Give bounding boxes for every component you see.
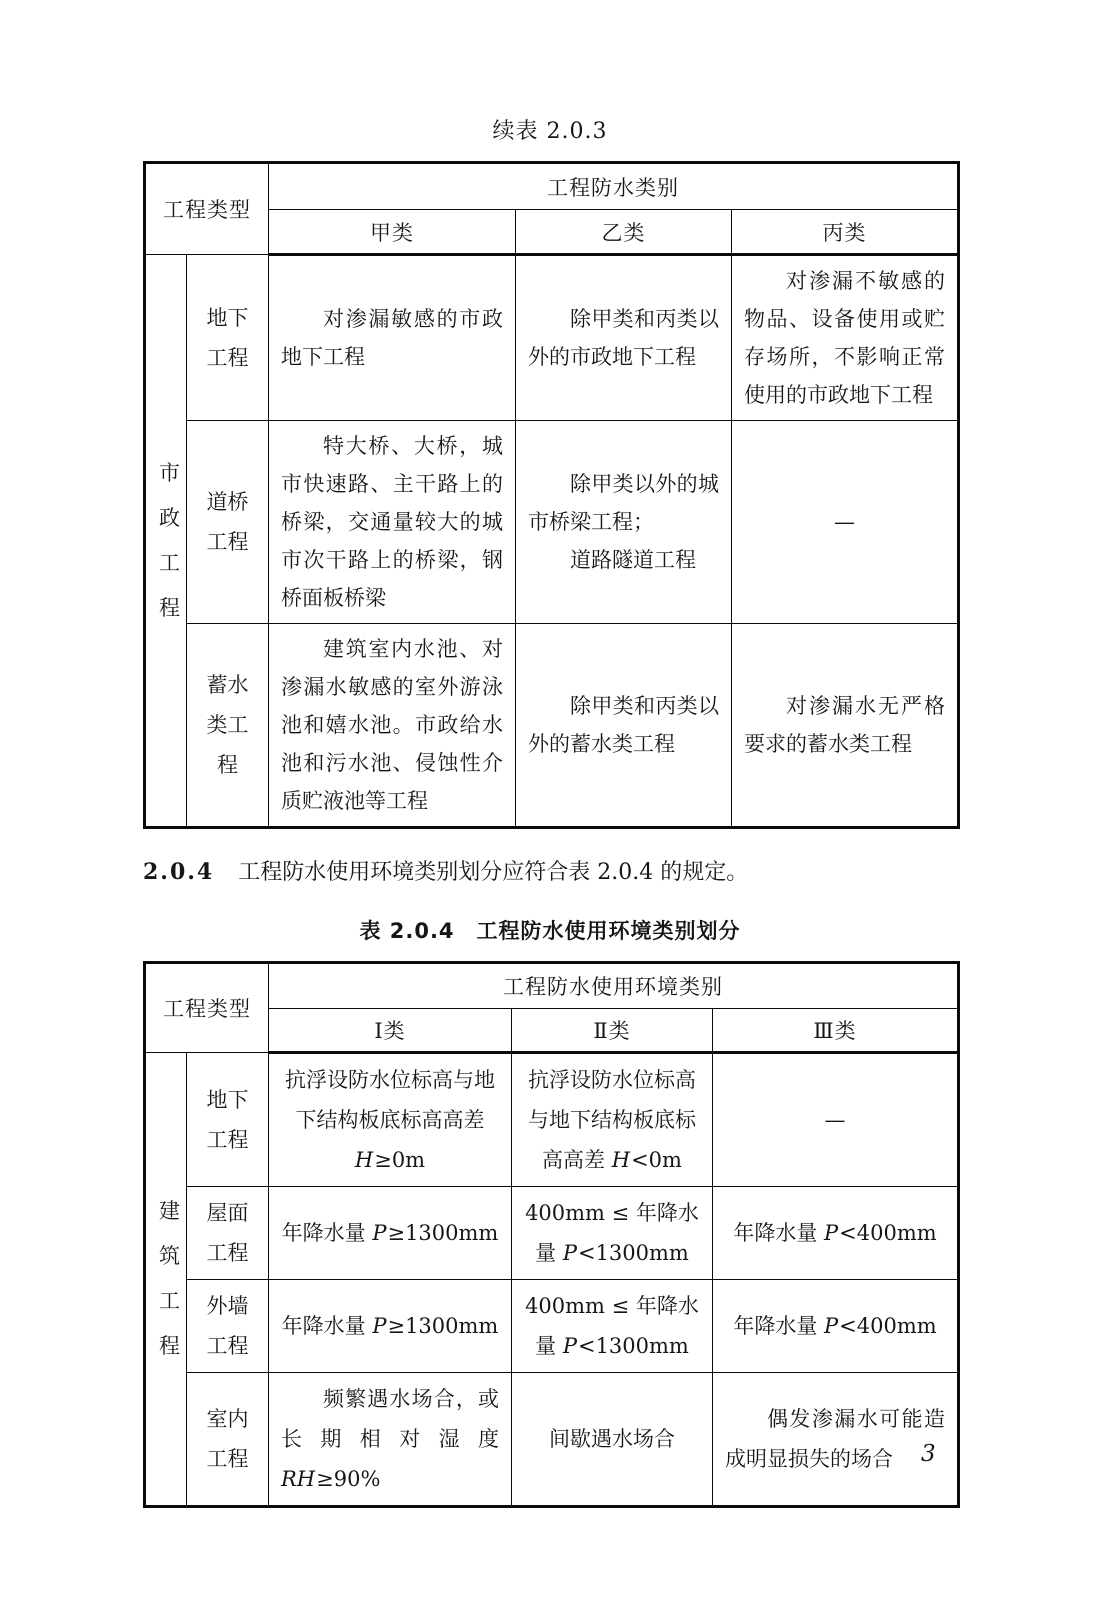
span-header-cell: 工程防水使用环境类别	[269, 963, 959, 1009]
table-cell: 400mm ≤ 年降水量 P<1300mm	[512, 1187, 713, 1280]
row-type-label: 屋面工程	[206, 1201, 249, 1265]
clause-204	[143, 856, 957, 889]
table-cell: 除甲类以外的城市桥梁工程； 道路隧道工程	[516, 421, 732, 624]
row-type-cell	[187, 1280, 269, 1373]
group-label-cell	[145, 255, 187, 828]
table-204-caption: 表 2.0.4 工程防水使用环境类别划分	[359, 919, 741, 943]
row-type-label: 地下工程	[206, 305, 249, 370]
table-cell: 年降水量 P<400mm	[713, 1280, 959, 1373]
table-row	[145, 1280, 959, 1373]
table-cell: 频繁遇水场合，或长期相对湿度 RH≥90%	[269, 1373, 512, 1507]
page-number: 3	[921, 1441, 936, 1467]
corner-header-cell: 工程类型	[145, 963, 269, 1053]
table-cell: 对渗漏敏感的市政地下工程	[269, 255, 516, 421]
col-header-yi: 乙类	[516, 210, 732, 255]
table-203	[143, 161, 960, 829]
row-type-cell	[187, 624, 269, 828]
col-header-class-3: Ⅲ类	[713, 1009, 959, 1053]
table-cell: 建筑室内水池、对渗漏水敏感的室外游泳池和嬉水池。市政给水池和污水池、侵蚀性介质贮液池等工程	[269, 624, 516, 828]
table-row	[145, 255, 959, 421]
row-type-label: 蓄水类工程	[206, 673, 249, 777]
table-cell: 偶发渗漏水可能造成明显损失的场合	[713, 1373, 959, 1507]
table-203-caption: 续表 2.0.3	[492, 119, 608, 144]
page-content	[143, 0, 957, 1508]
table-cell: —	[732, 421, 959, 624]
table-cell: —	[713, 1053, 959, 1187]
table-204	[143, 961, 960, 1508]
row-type-cell	[187, 421, 269, 624]
table-row	[145, 421, 959, 624]
table-cell: 抗浮设防水位标高与地下结构板底标高高差 H<0m	[512, 1053, 713, 1187]
corner-header-cell: 工程类型	[145, 163, 269, 255]
clause-number: 2.0.4	[143, 859, 215, 885]
group-label-cell	[145, 1053, 187, 1507]
table-cell: 抗浮设防水位标高与地下结构板底标高高差 H≥0m	[269, 1053, 512, 1187]
span-header-cell: 工程防水类别	[269, 163, 959, 210]
table-cell: 间歇遇水场合	[512, 1373, 713, 1507]
table-cell: 年降水量 P≥1300mm	[269, 1187, 512, 1280]
row-type-label: 地下工程	[206, 1087, 249, 1152]
table-cell: 400mm ≤ 年降水量 P<1300mm	[512, 1280, 713, 1373]
col-header-jia: 甲类	[269, 210, 516, 255]
col-header-bing: 丙类	[732, 210, 959, 255]
row-type-cell	[187, 255, 269, 421]
row-type-label: 室内工程	[206, 1407, 249, 1471]
group-label: 建筑工程	[159, 1199, 180, 1358]
clause-text: 工程防水使用环境类别划分应符合表 2.0.4 的规定。	[238, 860, 749, 885]
table-203-header-row-1	[145, 163, 959, 210]
col-header-class-2: Ⅱ类	[512, 1009, 713, 1053]
table-cell: 除甲类和丙类以外的市政地下工程	[516, 255, 732, 421]
table-cell: 特大桥、大桥，城市快速路、主干路上的桥梁，交通量较大的城市次干路上的桥梁，钢桥面板桥梁	[269, 421, 516, 624]
table-cell: 对渗漏水无严格要求的蓄水类工程	[732, 624, 959, 828]
table-row	[145, 624, 959, 828]
row-type-label: 道桥工程	[206, 490, 249, 554]
table-row	[145, 1187, 959, 1280]
col-header-class-1: Ⅰ类	[269, 1009, 512, 1053]
table-cell: 对渗漏不敏感的物品、设备使用或贮存场所，不影响正常使用的市政地下工程	[732, 255, 959, 421]
row-type-cell	[187, 1373, 269, 1507]
row-type-cell	[187, 1187, 269, 1280]
table-cell: 年降水量 P<400mm	[713, 1187, 959, 1280]
table-cell: 除甲类和丙类以外的蓄水类工程	[516, 624, 732, 828]
table-cell: 年降水量 P≥1300mm	[269, 1280, 512, 1373]
table-row	[145, 1053, 959, 1187]
row-type-cell	[187, 1053, 269, 1187]
group-label: 市政工程	[159, 460, 180, 620]
table-row	[145, 1373, 959, 1507]
row-type-label: 外墙工程	[206, 1294, 249, 1358]
table-204-header-row-1	[145, 963, 959, 1009]
